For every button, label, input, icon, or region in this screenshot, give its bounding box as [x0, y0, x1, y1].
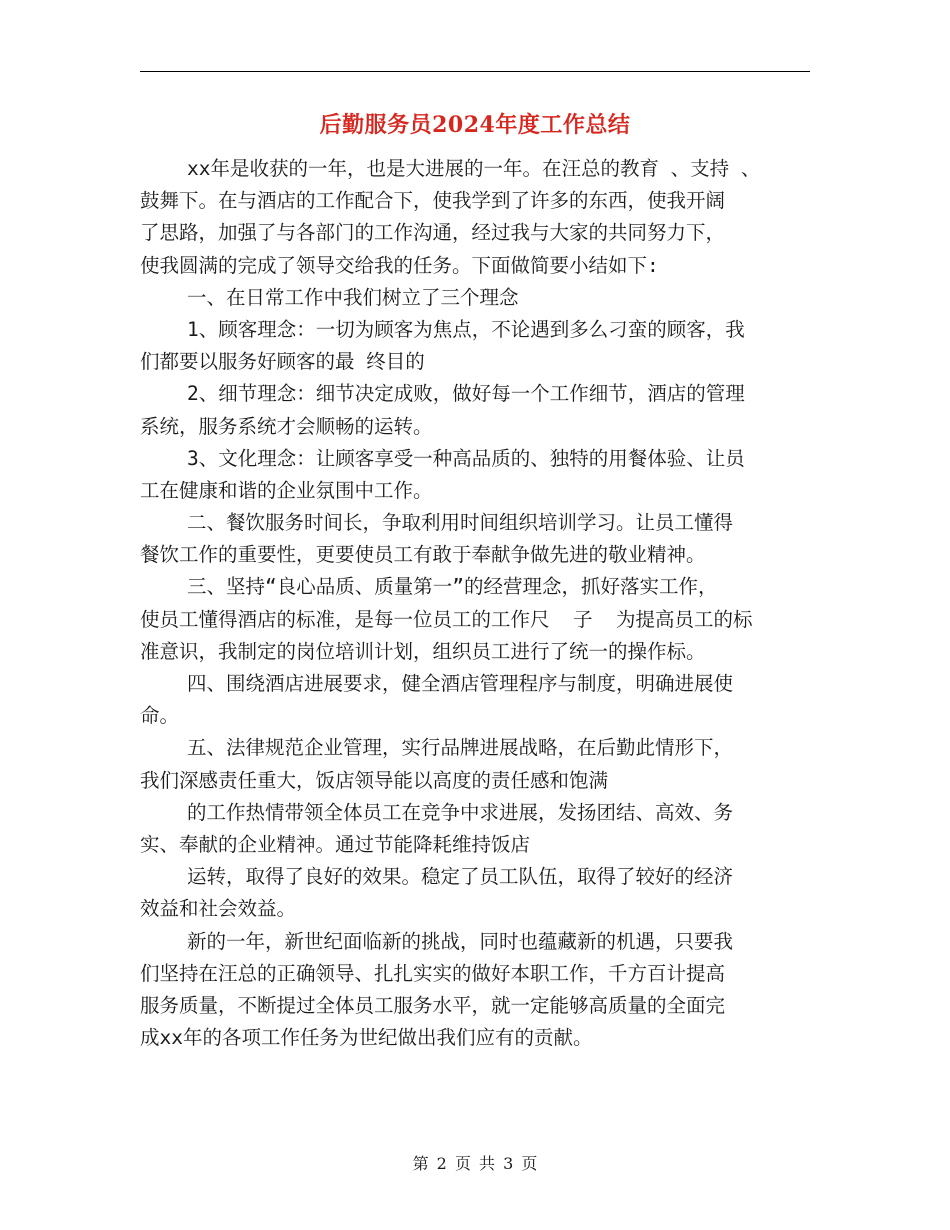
paragraph-line: 四、围绕酒店进展要求，健全酒店管理程序与制度，明确进展使: [140, 672, 733, 695]
paragraph-line: 使员工懂得酒店的标准，是每一位员工的工作尺 子 为提高员工的标: [140, 607, 753, 631]
paragraph-line: 使我圆满的完成了领导交给我的任务。下面做简要小结如下:: [140, 253, 659, 277]
paragraph-line: xx年是收获的一年，也是大进展的一年。在汪总的教育 、支持 、: [140, 157, 761, 180]
page-footer: 第 2 页 共 3 页: [412, 1154, 538, 1173]
paragraph-line: 二、餐饮服务时间长，争取利用时间组织培训学习。让员工懂得: [140, 511, 733, 535]
paragraph-line: 实、奉献的企业精神。通过节能降耗维持饭店: [140, 832, 531, 856]
paragraph-line: 命。: [140, 704, 180, 728]
paragraph-line: 我们深感责任重大，饭店领导能以高度的责任感和饱满: [140, 768, 609, 792]
paragraph-line: 五、法律规范企业管理，实行品牌进展战略，在后勤此情形下，: [140, 736, 733, 760]
paragraph-line: 1、顾客理念：一切为顾客为焦点，不论遇到多么刁蛮的顾客，我: [140, 317, 745, 341]
paragraph-line: 工在健康和谐的企业氛围中工作。: [140, 478, 433, 502]
paragraph-line: 2、细节理念：细节决定成败，做好每一个工作细节，酒店的管理: [140, 382, 745, 406]
paragraph-line: 鼓舞下。在与酒店的工作配合下，使我学到了许多的东西，使我开阔: [140, 189, 726, 213]
paragraph-line: 系统，服务系统才会顺畅的运转。: [140, 414, 433, 438]
paragraph-line: 餐饮工作的重要性，更要使员工有敢于奉献争做先进的敬业精神。: [140, 543, 706, 567]
paragraph-line: 一、在日常工作中我们树立了三个理念: [140, 285, 519, 309]
paragraph-line: 三、坚持“良心品质、质量第一”的经营理念，抓好落实工作，: [140, 575, 718, 599]
paragraph-line: 们都要以服务好顾客的最 终目的: [140, 350, 425, 374]
paragraph-line: 们坚持在汪总的正确领导、扎扎实实的做好本职工作，千方百计提高: [140, 961, 726, 985]
paragraph-line: 运转，取得了良好的效果。稳定了员工队伍，取得了较好的经济: [140, 865, 733, 889]
paragraph-line: 成xx年的各项工作任务为世纪做出我们应有的贡献。: [140, 1026, 593, 1050]
paragraph-line: 3、文化理念：让顾客享受一种高品质的、独特的用餐体验、让员: [140, 446, 745, 470]
paragraph-line: 服务质量，不断提过全体员工服务水平，就一定能够高质量的全面完: [140, 993, 726, 1017]
document-body: [140, 153, 812, 1054]
paragraph-line: 新的一年，新世纪面临新的挑战，同时也蕴藏新的机遇，只要我: [140, 929, 733, 953]
header-rule: [140, 71, 810, 72]
paragraph-line: 的工作热情带领全体员工在竞争中求进展，发扬团结、高效、务: [140, 800, 733, 824]
document-title: 后勤服务员2024年度工作总结: [319, 112, 631, 138]
paragraph-line: 了思路，加强了与各部门的工作沟通，经过我与大家的共同努力下，: [140, 221, 726, 245]
paragraph-line: 准意识，我制定的岗位培训计划，组织员工进行了统一的操作标。: [140, 639, 706, 663]
paragraph-line: 效益和社会效益。: [140, 897, 297, 921]
